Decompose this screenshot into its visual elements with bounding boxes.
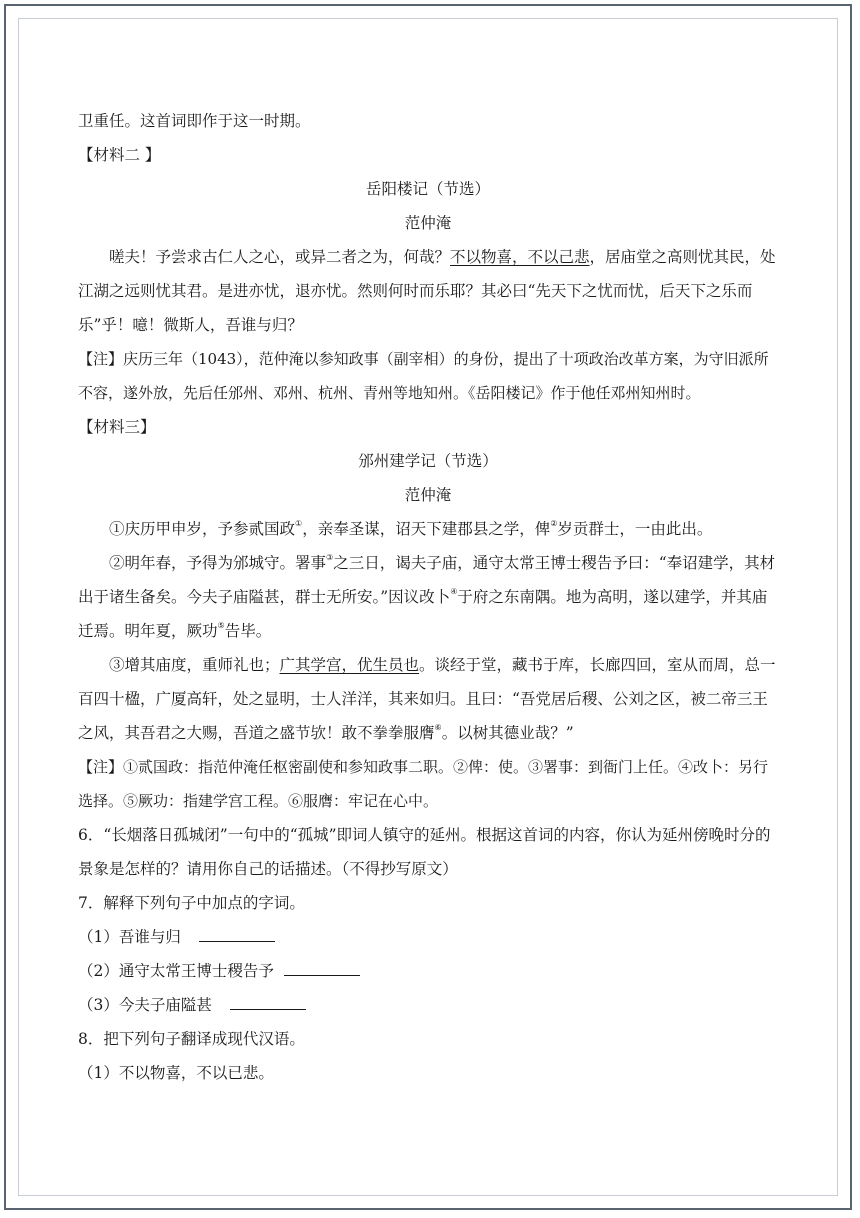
- passage-text: ②明年春，予得为邠城守。署事: [109, 554, 327, 572]
- footnote-marker: ①: [295, 519, 303, 528]
- essay-author: 范仲淹: [404, 486, 452, 504]
- question-7-item: [78, 988, 778, 1022]
- answer-blank[interactable]: [230, 991, 306, 1010]
- question-item-text: （3）今夫子庙隘甚: [78, 996, 212, 1014]
- question-7-item: [78, 954, 778, 988]
- passage-paragraph: [78, 240, 778, 342]
- question-8-item: （1）不以物喜，不以已悲。: [78, 1064, 274, 1082]
- passage-text: 。以树其德业哉？”: [441, 724, 574, 742]
- underlined-sentence: 不以物喜，不以己悲: [450, 248, 590, 266]
- footnote-marker: ⑤: [217, 621, 225, 630]
- essay-author: 范仲淹: [404, 214, 452, 232]
- footnote-marker: ⑥: [434, 723, 442, 732]
- essay-title: 岳阳楼记（节选）: [365, 180, 490, 198]
- passage-text: 嗟夫！予尝求古仁人之心，或异二者之为，何哉？: [109, 248, 451, 266]
- question-item-text: （1）吾谁与归: [78, 928, 181, 946]
- passage-paragraph: [78, 546, 778, 648]
- question-7: 7．解释下列句子中加点的字词。: [78, 894, 305, 912]
- answer-blank[interactable]: [199, 923, 275, 942]
- passage-text: 。谈经于堂，藏书于库，长廊四回，室从而周，总一百四十楹，广厦高轩，处之显明，士人洋洋，其来如归。且曰：“吾党居后稷、公刘之区，被二帝三王之风，其吾君之大赐，吾道之盛节欤！敢不拳拳服膺: [78, 656, 776, 742]
- underlined-sentence: 广其学宫，优生员也: [279, 656, 420, 674]
- text-line: 卫重任。这首词即作于这一时期。: [78, 112, 311, 130]
- annotation-note: 【注】庆历三年（1043），范仲淹以参知政事（副宰相）的身份，提出了十项政治改革方案，为守旧派所不容，遂外放，先后任邠州、邓州、杭州、青州等地知州。《岳阳楼记》作于他任邓州知州时。: [78, 350, 769, 402]
- passage-text: ③增其庙度，重师礼也；: [109, 656, 280, 674]
- footnote-marker: ②: [550, 519, 558, 528]
- question-8: 8．把下列句子翻译成现代汉语。: [78, 1030, 305, 1048]
- question-item-text: （2）通守太常王博士稷告予: [78, 962, 274, 980]
- question-7-item: [78, 920, 778, 954]
- passage-text: ，居庙堂之高则忧其民，处江湖之远则忧其君。是进亦忧，退亦忧。然则何时而乐耶？其必曰“先天下之忧而忧，后天下之乐而乐”乎！噫！微斯人，吾谁与归？: [78, 248, 776, 334]
- question-6: 6．“长烟落日孤城闭”一句中的“孤城”即词人镇守的延州。根据这首词的内容，你认为延州傍晚时分的景象是怎样的？请用你自己的话描述。（不得抄写原文）: [78, 826, 771, 878]
- passage-text: 岁贡群士，一由此出。: [557, 520, 713, 538]
- essay-title: 邠州建学记（节选）: [358, 452, 498, 470]
- section-heading: 【材料二 】: [78, 146, 161, 164]
- passage-text: 告毕。: [224, 622, 272, 640]
- passage-text: 之三日，谒夫子庙，通守太常王博士稷告予曰：“奉诏建学，其材出于诸生备矣。今夫子庙隘甚，群士无所安。”因议改卜: [78, 554, 776, 606]
- annotation-note: 【注】①贰国政：指范仲淹任枢密副使和参知政事二职。②俾：使。③署事：到衙门上任。④改卜：另行选择。⑤厥功：指建学宫工程。⑥服膺：牢记在心中。: [78, 758, 769, 810]
- passage-paragraph: [78, 512, 778, 546]
- answer-blank[interactable]: [284, 957, 360, 976]
- section-heading: 【材料三】: [78, 418, 156, 436]
- passage-text: ，亲奉圣谋，诏天下建郡县之学，俾: [302, 520, 551, 538]
- passage-text: 于府之东南隅。地为高明，遂以建学，并其庙迁焉。明年夏，厥功: [78, 588, 768, 640]
- document-content: [78, 104, 778, 1090]
- passage-paragraph: [78, 648, 778, 750]
- passage-text: ①庆历甲申岁，予参贰国政: [109, 520, 296, 538]
- footnote-marker: ④: [450, 587, 458, 596]
- footnote-marker: ③: [326, 553, 334, 562]
